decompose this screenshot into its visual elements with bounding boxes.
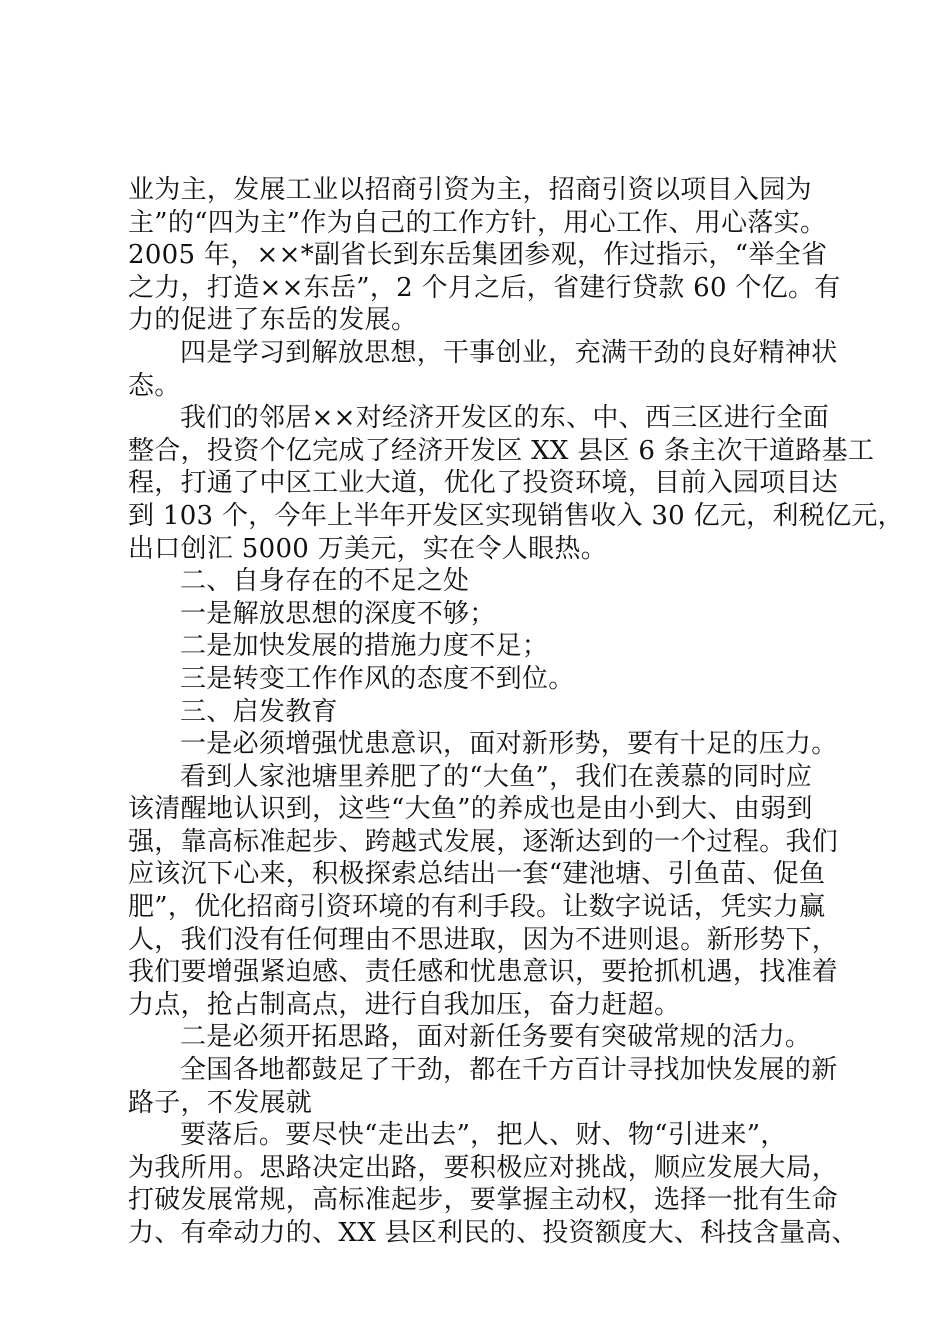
text-line: 到 103 个，今年上半年开发区实现销售收入 30 亿元，利税亿元，	[128, 500, 904, 531]
text-line: 态。	[128, 370, 181, 401]
text-line: 四是学习到解放思想，干事创业，充满干劲的良好精神状	[180, 337, 838, 368]
text-line: 我们要增强紧迫感、责任感和忧患意识，要抢抓机遇，找准着	[128, 957, 839, 988]
text-line: 肥”，优化招商引资环境的有利手段。让数字说话，凭实力赢	[128, 892, 826, 923]
text-line: 人，我们没有任何理由不思进取，因为不进则退。新形势下，	[128, 924, 839, 955]
text-line: 三、启发教育	[180, 696, 338, 727]
text-line: 该清醒地认识到，这些“大鱼”的养成也是由小到大、由弱到	[128, 794, 813, 825]
text-line: 要落后。要尽快“走出去”，把人、财、物“引进来”，	[180, 1120, 787, 1151]
text-line: 一是解放思想的深度不够；	[180, 598, 496, 629]
text-line: 力的促进了东岳的发展。	[128, 305, 418, 336]
body-text	[128, 174, 904, 1250]
text-line: 为我所用。思路决定出路，要积极应对挑战，顺应发展大局，	[128, 1152, 839, 1183]
text-line: 出口创汇 5000 万美元，实在令人眼热。	[128, 533, 607, 564]
text-line: 二是加快发展的措施力度不足；	[180, 631, 549, 662]
text-line: 业为主，发展工业以招商引资为主，招商引资以项目入园为	[128, 175, 812, 205]
text-line: 2005 年，××*副省长到东岳集团参观，作过指示，“举全省	[128, 240, 828, 271]
text-line: 强，靠高标准起步、跨越式发展，逐渐达到的一个过程。我们	[128, 826, 839, 857]
text-line: 打破发展常规，高标准起步，要掌握主动权，选择一批有生命	[128, 1185, 839, 1216]
text-line: 主”的“四为主”作为自己的工作方针，用心工作、用心落实。	[128, 207, 827, 238]
text-line: 应该沉下心来，积极探索总结出一套“建池塘、引鱼苗、促鱼	[128, 859, 826, 890]
text-line: 二、自身存在的不足之处	[180, 566, 470, 597]
text-line: 程，打通了中区工业大道，优化了投资环境，目前入园项目达	[128, 468, 839, 499]
text-line: 路子，不发展就	[128, 1087, 313, 1118]
text-line: 二是必须开拓思路，面对新任务要有突破常规的活力。	[180, 1022, 812, 1053]
text-line: 一是必须增强忧患意识，面对新形势，要有十足的压力。	[180, 729, 838, 760]
text-line: 力、有牵动力的、XX 县区利民的、投资额度大、科技含量高、	[128, 1218, 858, 1248]
text-line: 三是转变工作作风的态度不到位。	[180, 663, 575, 694]
text-line: 我们的邻居××对经济开发区的东、中、西三区进行全面	[180, 403, 830, 434]
text-line: 力点，抢占制高点，进行自我加压，奋力赶超。	[128, 989, 681, 1020]
text-line: 看到人家池塘里养肥了的“大鱼”，我们在羡慕的同时应	[180, 761, 813, 792]
text-line: 之力，打造××东岳”，2 个月之后，省建行贷款 60 个亿。有	[128, 272, 841, 303]
text-line: 整合，投资个亿完成了经济开发区 XX 县区 6 条主次干道路基工	[128, 435, 875, 466]
text-line: 全国各地都鼓足了干劲，都在千方百计寻找加快发展的新	[180, 1055, 838, 1086]
